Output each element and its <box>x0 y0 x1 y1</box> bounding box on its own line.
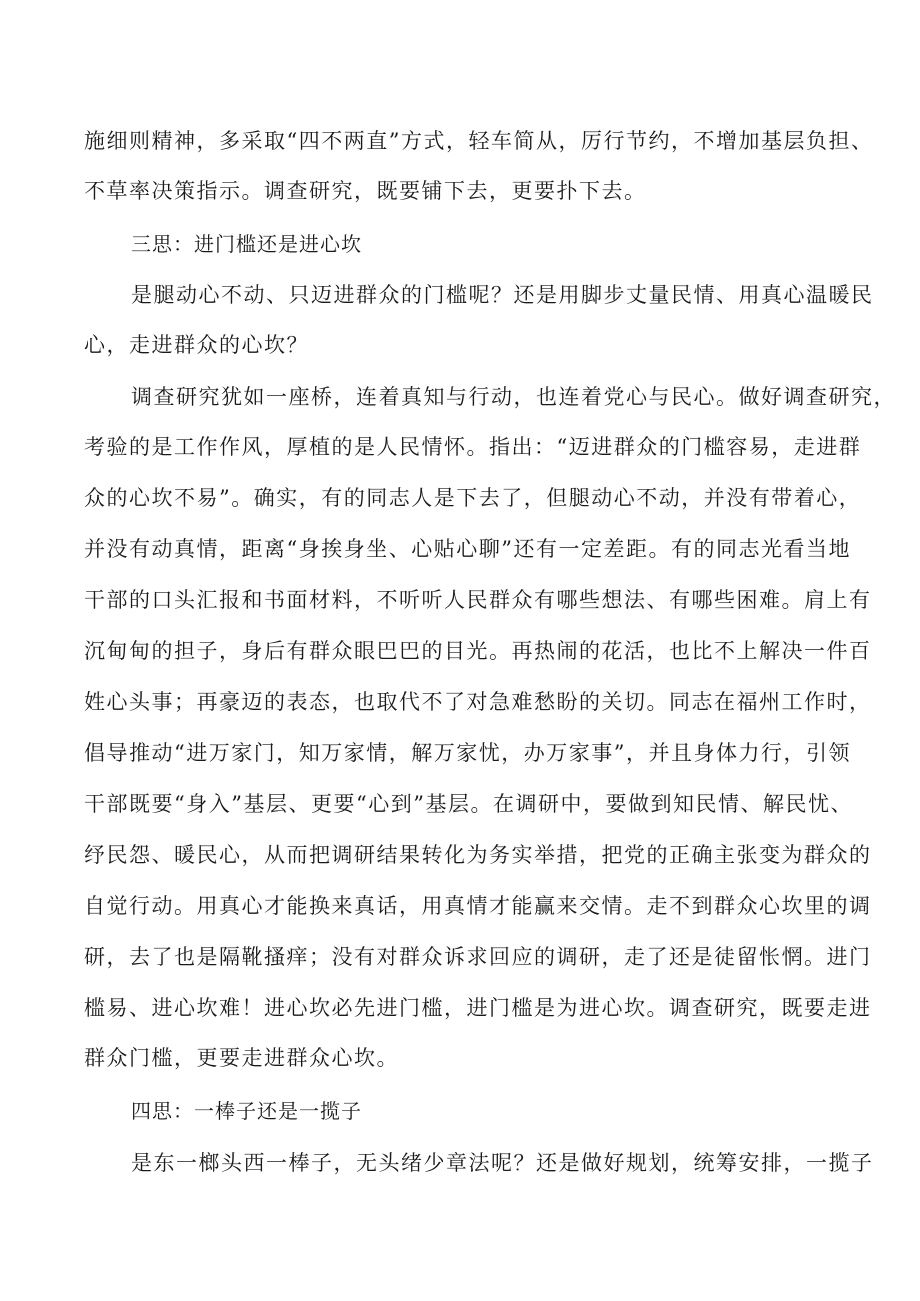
paragraph-line: 不草率决策指示。调查研究，既要铺下去，更要扑下去。 <box>84 179 647 203</box>
paragraph-line: 心，走进群众的心坎？ <box>84 333 309 357</box>
paragraph-line: 调查研究犹如一座桥，连着真知与行动，也连着党心与民心。做好调查研究， <box>131 385 896 409</box>
paragraph-line: 并没有动真情，距离“身挨身坐、心贴心聊”还有一定差距。有的同志光看当地 <box>84 537 851 561</box>
paragraph-line: 自觉行动。用真心才能换来真话，用真情才能赢来交情。走不到群众心坎里的调 <box>84 894 872 918</box>
paragraph-line: 是腿动心不动、只迈进群众的门槛呢？还是用脚步丈量民情、用真心温暖民 <box>131 283 874 307</box>
paragraph-line: 倡导推动“进万家门，知万家情，解万家忧，办万家事”，并且身体力行，引领 <box>84 741 851 765</box>
paragraph-line: 施细则精神，多采取“四不两直”方式，轻车简从，厉行节约，不增加基层负担、 <box>84 129 874 153</box>
paragraph-line: 沉甸甸的担子，身后有群众眼巴巴的目光。再热闹的花活，也比不上解决一件百 <box>84 639 872 663</box>
section-heading: 三思：进门槛还是进心坎 <box>131 232 362 256</box>
paragraph-line: 众的心坎不易”。确实，有的同志人是下去了，但腿动心不动，并没有带着心， <box>84 486 862 510</box>
paragraph-line: 是东一榔头西一棒子，无头绪少章法呢？还是做好规划，统筹安排，一揽子 <box>131 1151 874 1175</box>
paragraph-line: 干部既要“身入”基层、更要“心到”基层。在调研中，要做到知民情、解民忧、 <box>84 792 853 816</box>
paragraph-line: 槛易、进心坎难！进心坎必先进门槛，进门槛是为进心坎。调查研究，既要走进 <box>84 996 872 1020</box>
section-heading: 四思：一棒子还是一揽子 <box>131 1099 362 1123</box>
paragraph-line: 研，去了也是隔靴搔痒；没有对群众诉求回应的调研，走了还是徒留怅惘。进门 <box>84 945 872 969</box>
paragraph-line: 干部的口头汇报和书面材料，不听听人民群众有哪些想法、有哪些困难。肩上有 <box>84 588 872 612</box>
paragraph-line: 纾民怨、暖民心，从而把调研结果转化为务实举措，把党的正确主张变为群众的 <box>84 843 872 867</box>
paragraph-line: 姓心头事；再豪迈的表态，也取代不了对急难愁盼的关切。同志在福州工作时， <box>84 690 872 714</box>
paragraph-line: 群众门槛，更要走进群众心坎。 <box>84 1046 399 1070</box>
paragraph-line: 考验的是工作作风，厚植的是人民情怀。指出：“迈进群众的门槛容易，走进群 <box>84 435 862 459</box>
